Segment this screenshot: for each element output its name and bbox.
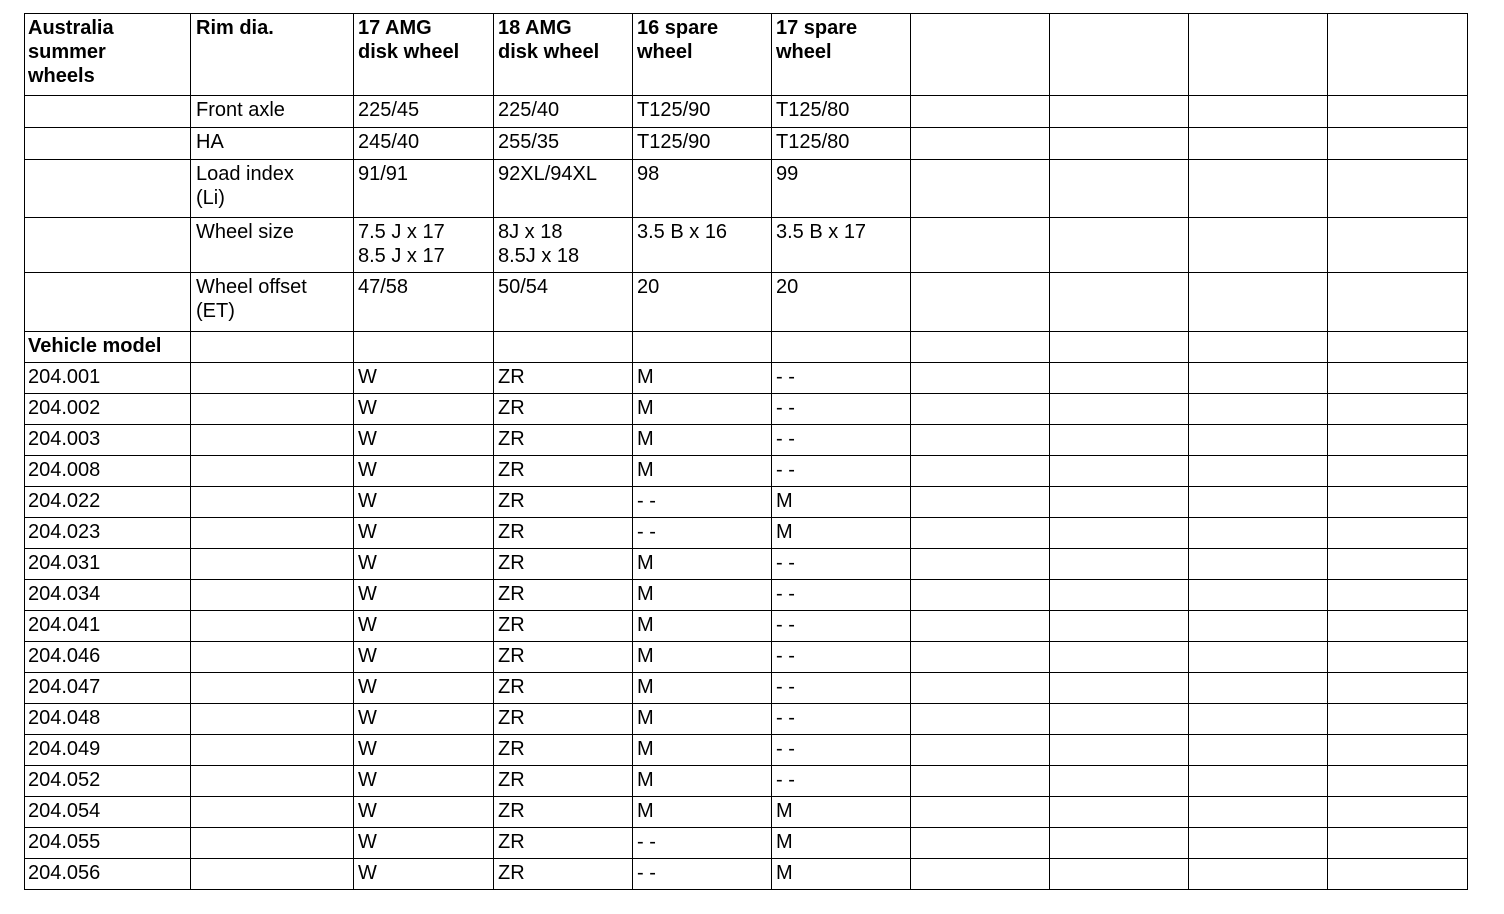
header-amg17-cell: 17 AMG disk wheel bbox=[354, 14, 494, 96]
vehicle-model-cell: 204.034 bbox=[25, 580, 191, 611]
empty-cell bbox=[1328, 766, 1468, 797]
empty-cell bbox=[191, 332, 354, 363]
spec-spare16-cell: T125/90 bbox=[633, 96, 772, 128]
spec-label-cell: Wheel size bbox=[191, 218, 354, 273]
empty-cell bbox=[911, 673, 1050, 704]
empty-cell bbox=[911, 704, 1050, 735]
empty-cell bbox=[1328, 487, 1468, 518]
empty-cell bbox=[191, 363, 354, 394]
spec-spare17-cell: 20 bbox=[772, 273, 911, 332]
spec-spare17-cell: T125/80 bbox=[772, 96, 911, 128]
empty-cell bbox=[1050, 859, 1189, 890]
vehicle-model-heading-row bbox=[25, 332, 1468, 363]
empty-cell bbox=[25, 218, 191, 273]
empty-cell bbox=[1328, 128, 1468, 160]
empty-cell bbox=[911, 735, 1050, 766]
spare16-fitment-cell: M bbox=[633, 456, 772, 487]
empty-cell bbox=[191, 766, 354, 797]
empty-cell bbox=[911, 363, 1050, 394]
spare16-fitment-cell: M bbox=[633, 735, 772, 766]
spec-spare16-cell: T125/90 bbox=[633, 128, 772, 160]
amg17-fitment-cell: W bbox=[354, 735, 494, 766]
empty-cell bbox=[633, 332, 772, 363]
empty-cell bbox=[191, 394, 354, 425]
empty-cell bbox=[1328, 642, 1468, 673]
amg18-fitment-cell: ZR bbox=[494, 735, 633, 766]
spare17-fitment-cell: M bbox=[772, 797, 911, 828]
amg18-fitment-cell: ZR bbox=[494, 797, 633, 828]
empty-cell bbox=[1050, 14, 1189, 96]
empty-cell bbox=[1189, 273, 1328, 332]
empty-cell bbox=[1050, 673, 1189, 704]
empty-cell bbox=[191, 642, 354, 673]
empty-cell bbox=[911, 218, 1050, 273]
amg18-fitment-cell: ZR bbox=[494, 487, 633, 518]
empty-cell bbox=[1050, 218, 1189, 273]
amg17-fitment-cell: W bbox=[354, 797, 494, 828]
spare16-fitment-cell: M bbox=[633, 549, 772, 580]
spare17-fitment-cell: - - bbox=[772, 456, 911, 487]
empty-cell bbox=[1189, 160, 1328, 218]
empty-cell bbox=[1328, 611, 1468, 642]
spare17-fitment-cell: - - bbox=[772, 642, 911, 673]
empty-cell bbox=[911, 549, 1050, 580]
empty-cell bbox=[1050, 456, 1189, 487]
vehicle-model-cell: 204.046 bbox=[25, 642, 191, 673]
table-row bbox=[25, 797, 1468, 828]
empty-cell bbox=[911, 611, 1050, 642]
spare17-fitment-cell: - - bbox=[772, 394, 911, 425]
empty-cell bbox=[1189, 828, 1328, 859]
table-row bbox=[25, 394, 1468, 425]
empty-cell bbox=[1050, 273, 1189, 332]
empty-cell bbox=[911, 859, 1050, 890]
amg17-fitment-cell: W bbox=[354, 766, 494, 797]
empty-cell bbox=[1328, 580, 1468, 611]
amg17-fitment-cell: W bbox=[354, 828, 494, 859]
amg17-fitment-cell: W bbox=[354, 394, 494, 425]
empty-cell bbox=[1328, 549, 1468, 580]
empty-cell bbox=[191, 487, 354, 518]
spare17-fitment-cell: - - bbox=[772, 673, 911, 704]
table-row bbox=[25, 425, 1468, 456]
amg18-fitment-cell: ZR bbox=[494, 766, 633, 797]
header-amg18-cell: 18 AMG disk wheel bbox=[494, 14, 633, 96]
empty-cell bbox=[1189, 218, 1328, 273]
spare16-fitment-cell: M bbox=[633, 363, 772, 394]
amg18-fitment-cell: ZR bbox=[494, 549, 633, 580]
table-row bbox=[25, 859, 1468, 890]
spec-label-cell: Wheel offset (ET) bbox=[191, 273, 354, 332]
amg18-fitment-cell: ZR bbox=[494, 518, 633, 549]
table-row bbox=[25, 456, 1468, 487]
spare17-fitment-cell: - - bbox=[772, 425, 911, 456]
empty-cell bbox=[1189, 96, 1328, 128]
empty-cell bbox=[1050, 425, 1189, 456]
empty-cell bbox=[1328, 160, 1468, 218]
empty-cell bbox=[191, 704, 354, 735]
empty-cell bbox=[1328, 673, 1468, 704]
empty-cell bbox=[1189, 332, 1328, 363]
spec-spare17-cell: 3.5 B x 17 bbox=[772, 218, 911, 273]
empty-cell bbox=[25, 96, 191, 128]
amg17-fitment-cell: W bbox=[354, 642, 494, 673]
spare16-fitment-cell: M bbox=[633, 704, 772, 735]
amg18-fitment-cell: ZR bbox=[494, 704, 633, 735]
empty-cell bbox=[1050, 128, 1189, 160]
vehicle-model-cell: 204.023 bbox=[25, 518, 191, 549]
empty-cell bbox=[1189, 128, 1328, 160]
table-row bbox=[25, 735, 1468, 766]
empty-cell bbox=[1050, 642, 1189, 673]
spec-amg17-cell: 47/58 bbox=[354, 273, 494, 332]
empty-cell bbox=[1189, 859, 1328, 890]
empty-cell bbox=[911, 160, 1050, 218]
amg17-fitment-cell: W bbox=[354, 859, 494, 890]
empty-cell bbox=[1189, 425, 1328, 456]
spec-amg18-cell: 50/54 bbox=[494, 273, 633, 332]
empty-cell bbox=[1189, 363, 1328, 394]
table-row bbox=[25, 363, 1468, 394]
amg17-fitment-cell: W bbox=[354, 363, 494, 394]
vehicle-model-cell: 204.003 bbox=[25, 425, 191, 456]
spare16-fitment-cell: - - bbox=[633, 859, 772, 890]
empty-cell bbox=[1189, 518, 1328, 549]
table-row bbox=[25, 828, 1468, 859]
empty-cell bbox=[1189, 642, 1328, 673]
empty-cell bbox=[772, 332, 911, 363]
spec-amg18-cell: 225/40 bbox=[494, 96, 633, 128]
amg18-fitment-cell: ZR bbox=[494, 828, 633, 859]
spec-row bbox=[25, 273, 1468, 332]
spare16-fitment-cell: M bbox=[633, 425, 772, 456]
vehicle-model-cell: 204.002 bbox=[25, 394, 191, 425]
spec-label-cell: HA bbox=[191, 128, 354, 160]
empty-cell bbox=[1050, 332, 1189, 363]
empty-cell bbox=[1328, 96, 1468, 128]
amg18-fitment-cell: ZR bbox=[494, 363, 633, 394]
spare17-fitment-cell: - - bbox=[772, 704, 911, 735]
empty-cell bbox=[1328, 735, 1468, 766]
empty-cell bbox=[1189, 549, 1328, 580]
amg17-fitment-cell: W bbox=[354, 549, 494, 580]
spare17-fitment-cell: M bbox=[772, 518, 911, 549]
empty-cell bbox=[1189, 704, 1328, 735]
spec-row bbox=[25, 160, 1468, 218]
vehicle-model-cell: 204.056 bbox=[25, 859, 191, 890]
amg18-fitment-cell: ZR bbox=[494, 580, 633, 611]
empty-cell bbox=[1189, 487, 1328, 518]
empty-cell bbox=[1050, 580, 1189, 611]
empty-cell bbox=[911, 797, 1050, 828]
spare17-fitment-cell: - - bbox=[772, 735, 911, 766]
vehicle-model-cell: 204.041 bbox=[25, 611, 191, 642]
spec-amg17-cell: 225/45 bbox=[354, 96, 494, 128]
vehicle-model-cell: 204.054 bbox=[25, 797, 191, 828]
vehicle-model-cell: 204.001 bbox=[25, 363, 191, 394]
empty-cell bbox=[1050, 549, 1189, 580]
vehicle-model-cell: 204.031 bbox=[25, 549, 191, 580]
spec-label-cell: Front axle bbox=[191, 96, 354, 128]
amg18-fitment-cell: ZR bbox=[494, 611, 633, 642]
empty-cell bbox=[354, 332, 494, 363]
header-spare16-cell: 16 spare wheel bbox=[633, 14, 772, 96]
empty-cell bbox=[191, 518, 354, 549]
empty-cell bbox=[911, 642, 1050, 673]
spare16-fitment-cell: M bbox=[633, 642, 772, 673]
empty-cell bbox=[191, 797, 354, 828]
empty-cell bbox=[1050, 611, 1189, 642]
spare17-fitment-cell: - - bbox=[772, 580, 911, 611]
spare17-fitment-cell: - - bbox=[772, 363, 911, 394]
empty-cell bbox=[191, 828, 354, 859]
empty-cell bbox=[1328, 363, 1468, 394]
empty-cell bbox=[1328, 14, 1468, 96]
empty-cell bbox=[494, 332, 633, 363]
empty-cell bbox=[1328, 394, 1468, 425]
spare16-fitment-cell: - - bbox=[633, 518, 772, 549]
empty-cell bbox=[1050, 766, 1189, 797]
empty-cell bbox=[1328, 518, 1468, 549]
amg17-fitment-cell: W bbox=[354, 456, 494, 487]
table-body bbox=[25, 14, 1468, 890]
empty-cell bbox=[911, 332, 1050, 363]
spare17-fitment-cell: - - bbox=[772, 766, 911, 797]
amg17-fitment-cell: W bbox=[354, 611, 494, 642]
amg17-fitment-cell: W bbox=[354, 704, 494, 735]
empty-cell bbox=[911, 425, 1050, 456]
spec-amg18-cell: 92XL/94XL bbox=[494, 160, 633, 218]
empty-cell bbox=[1328, 456, 1468, 487]
spec-spare16-cell: 98 bbox=[633, 160, 772, 218]
spec-amg17-cell: 91/91 bbox=[354, 160, 494, 218]
empty-cell bbox=[911, 394, 1050, 425]
empty-cell bbox=[191, 673, 354, 704]
table-row bbox=[25, 580, 1468, 611]
empty-cell bbox=[1050, 394, 1189, 425]
vehicle-model-cell: 204.055 bbox=[25, 828, 191, 859]
spare16-fitment-cell: - - bbox=[633, 487, 772, 518]
spare17-fitment-cell: - - bbox=[772, 611, 911, 642]
spec-row bbox=[25, 128, 1468, 160]
vehicle-model-cell: 204.049 bbox=[25, 735, 191, 766]
empty-cell bbox=[191, 859, 354, 890]
empty-cell bbox=[25, 273, 191, 332]
table-row bbox=[25, 611, 1468, 642]
amg17-fitment-cell: W bbox=[354, 487, 494, 518]
empty-cell bbox=[1189, 394, 1328, 425]
table-row bbox=[25, 766, 1468, 797]
empty-cell bbox=[1050, 363, 1189, 394]
vehicle-model-cell: 204.047 bbox=[25, 673, 191, 704]
empty-cell bbox=[191, 425, 354, 456]
table-row bbox=[25, 518, 1468, 549]
spare16-fitment-cell: M bbox=[633, 766, 772, 797]
empty-cell bbox=[25, 128, 191, 160]
empty-cell bbox=[911, 518, 1050, 549]
spare16-fitment-cell: M bbox=[633, 673, 772, 704]
spare17-fitment-cell: - - bbox=[772, 549, 911, 580]
spec-amg17-cell: 245/40 bbox=[354, 128, 494, 160]
empty-cell bbox=[1328, 332, 1468, 363]
empty-cell bbox=[1189, 456, 1328, 487]
empty-cell bbox=[911, 580, 1050, 611]
empty-cell bbox=[191, 580, 354, 611]
table-row bbox=[25, 642, 1468, 673]
spare17-fitment-cell: M bbox=[772, 828, 911, 859]
empty-cell bbox=[911, 128, 1050, 160]
wheel-table bbox=[24, 13, 1468, 890]
empty-cell bbox=[911, 96, 1050, 128]
spec-row bbox=[25, 96, 1468, 128]
vehicle-model-cell: 204.048 bbox=[25, 704, 191, 735]
empty-cell bbox=[1050, 828, 1189, 859]
amg18-fitment-cell: ZR bbox=[494, 673, 633, 704]
empty-cell bbox=[25, 160, 191, 218]
amg18-fitment-cell: ZR bbox=[494, 642, 633, 673]
table-row bbox=[25, 487, 1468, 518]
empty-cell bbox=[911, 766, 1050, 797]
amg17-fitment-cell: W bbox=[354, 673, 494, 704]
empty-cell bbox=[1050, 704, 1189, 735]
empty-cell bbox=[1328, 704, 1468, 735]
empty-cell bbox=[911, 273, 1050, 332]
spec-amg17-cell: 7.5 J x 17 8.5 J x 17 bbox=[354, 218, 494, 273]
spec-spare17-cell: 99 bbox=[772, 160, 911, 218]
empty-cell bbox=[1328, 425, 1468, 456]
empty-cell bbox=[1189, 735, 1328, 766]
empty-cell bbox=[1189, 766, 1328, 797]
spec-spare17-cell: T125/80 bbox=[772, 128, 911, 160]
spec-label-cell: Load index (Li) bbox=[191, 160, 354, 218]
empty-cell bbox=[1050, 518, 1189, 549]
empty-cell bbox=[1328, 828, 1468, 859]
amg18-fitment-cell: ZR bbox=[494, 456, 633, 487]
empty-cell bbox=[1050, 96, 1189, 128]
empty-cell bbox=[911, 14, 1050, 96]
empty-cell bbox=[1189, 611, 1328, 642]
header-spare17-cell: 17 spare wheel bbox=[772, 14, 911, 96]
spare17-fitment-cell: M bbox=[772, 487, 911, 518]
amg18-fitment-cell: ZR bbox=[494, 425, 633, 456]
amg17-fitment-cell: W bbox=[354, 425, 494, 456]
amg17-fitment-cell: W bbox=[354, 518, 494, 549]
empty-cell bbox=[1189, 673, 1328, 704]
empty-cell bbox=[1328, 273, 1468, 332]
amg18-fitment-cell: ZR bbox=[494, 859, 633, 890]
spare16-fitment-cell: M bbox=[633, 797, 772, 828]
vehicle-model-cell: 204.052 bbox=[25, 766, 191, 797]
empty-cell bbox=[1050, 797, 1189, 828]
empty-cell bbox=[1189, 580, 1328, 611]
empty-cell bbox=[1050, 487, 1189, 518]
vehicle-model-heading: Vehicle model bbox=[25, 332, 191, 363]
spare16-fitment-cell: M bbox=[633, 580, 772, 611]
table-row bbox=[25, 549, 1468, 580]
empty-cell bbox=[911, 456, 1050, 487]
empty-cell bbox=[191, 611, 354, 642]
spare16-fitment-cell: - - bbox=[633, 828, 772, 859]
header-rim-cell: Rim dia. bbox=[191, 14, 354, 96]
spec-row bbox=[25, 218, 1468, 273]
empty-cell bbox=[1189, 797, 1328, 828]
spare16-fitment-cell: M bbox=[633, 394, 772, 425]
table-row bbox=[25, 673, 1468, 704]
empty-cell bbox=[1328, 859, 1468, 890]
table-row bbox=[25, 704, 1468, 735]
empty-cell bbox=[1328, 797, 1468, 828]
empty-cell bbox=[1189, 14, 1328, 96]
empty-cell bbox=[911, 828, 1050, 859]
spare17-fitment-cell: M bbox=[772, 859, 911, 890]
header-row bbox=[25, 14, 1468, 96]
empty-cell bbox=[191, 456, 354, 487]
header-region-cell: Australia summer wheels bbox=[25, 14, 191, 96]
spare16-fitment-cell: M bbox=[633, 611, 772, 642]
amg17-fitment-cell: W bbox=[354, 580, 494, 611]
spec-spare16-cell: 3.5 B x 16 bbox=[633, 218, 772, 273]
empty-cell bbox=[191, 735, 354, 766]
empty-cell bbox=[911, 487, 1050, 518]
spec-amg18-cell: 255/35 bbox=[494, 128, 633, 160]
spec-spare16-cell: 20 bbox=[633, 273, 772, 332]
empty-cell bbox=[1050, 160, 1189, 218]
empty-cell bbox=[191, 549, 354, 580]
vehicle-model-cell: 204.022 bbox=[25, 487, 191, 518]
amg18-fitment-cell: ZR bbox=[494, 394, 633, 425]
empty-cell bbox=[1050, 735, 1189, 766]
empty-cell bbox=[1328, 218, 1468, 273]
spec-amg18-cell: 8J x 18 8.5J x 18 bbox=[494, 218, 633, 273]
vehicle-model-cell: 204.008 bbox=[25, 456, 191, 487]
